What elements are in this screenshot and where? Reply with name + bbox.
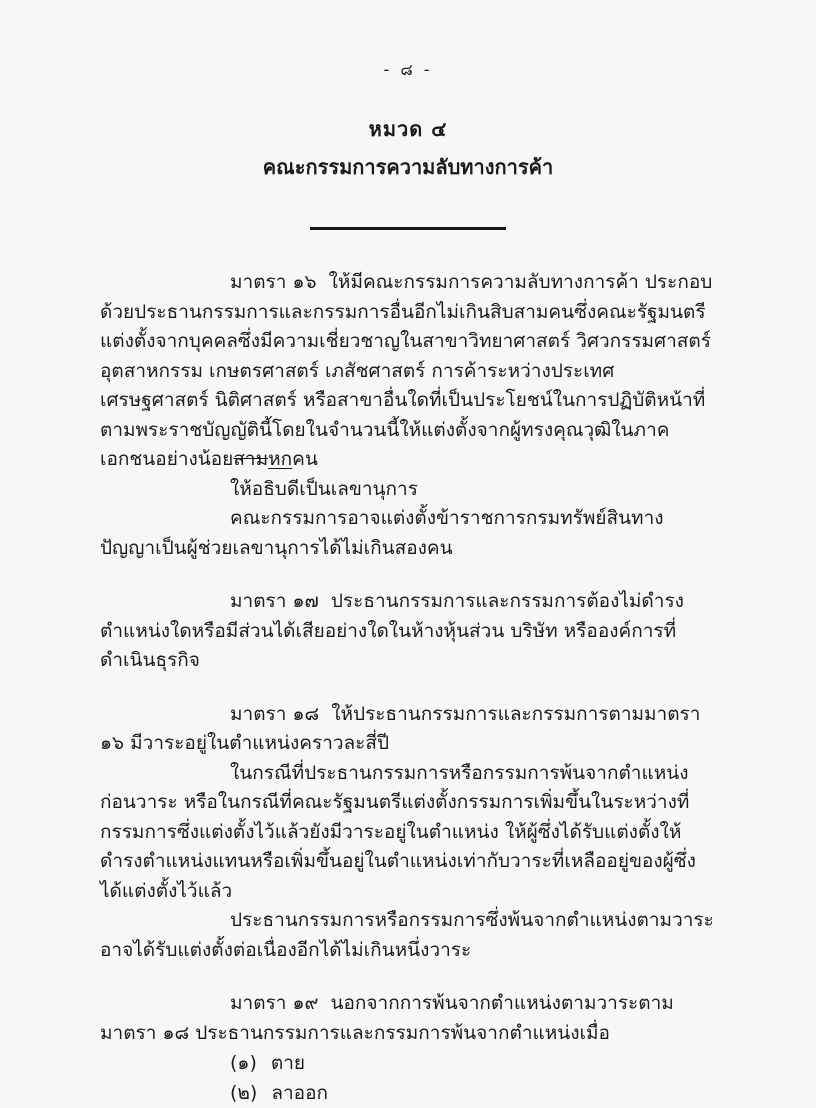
section-17	[100, 587, 716, 676]
section-19	[100, 989, 716, 1108]
section-19-item-2-label: ลาออก	[271, 1082, 328, 1104]
section-19-item-2-number: (๒)	[230, 1082, 258, 1104]
chapter-label: หมวด ๔	[368, 117, 448, 141]
section-16-paragraph-2: ให้อธิบดีเป็นเลขานุการ	[230, 477, 418, 500]
section-19-list-item-1	[230, 1048, 716, 1078]
section-16-p1-main: มาตรา ๑๖ ให้มีคณะกรรมการความลับทางการค้า ประกอบด้วยประธานกรรมการและกรรมการอื่นอีกไม่เกินสิบสามคนซึ่งคณะรัฐมนตรีแต่งตั้งจากบุคคลซึ่งมีความเชี่ยวชาญในสาขาวิทยาศาสตร์ วิศวกรรมศาสตร์ อุตสาหกรรม เกษตรศาสตร์ เภสัชศาสตร์ การค้าระหว่างประเทศ เศรษฐศาสตร์ นิติศาสตร์ หรือสาขาอื่นใดที่เป็นประโยชน์ในการปฏิบัติหน้าที่ตามพระราชบัญญัตินี้โดยในจำนวนนี้ให้แต่งตั้งจากผู้ทรงคุณวุฒิในภาคเอกชนอย่างน้อย	[100, 271, 717, 470]
section-19-paragraph-1: มาตรา ๑๙ นอกจากการพ้นจากตำแหน่งตามวาระตามมาตรา ๑๘ ประธานกรรมการและกรรมการพ้นจากตำแหน่งเมื่อ	[100, 992, 674, 1044]
chapter-header	[100, 113, 716, 183]
section-18-paragraph-1: มาตรา ๑๘ ให้ประธานกรรมการและกรรมการตามมาตรา ๑๖ มีวาระอยู่ในตำแหน่งคราวละสี่ปี	[100, 702, 707, 754]
section-19-item-1-label: ตาย	[270, 1052, 306, 1074]
section-19-item-1-number: (๑)	[230, 1052, 257, 1074]
section-18-paragraph-2: ในกรณีที่ประธานกรรมการหรือกรรมการพ้นจากตำแหน่งก่อนวาระ หรือในกรณีที่คณะรัฐมนตรีแต่งตั้งกรรมการเพิ่มขึ้นในระหว่างที่กรรมการซึ่งแต่งตั้งไว้แล้วยังมีวาระอยู่ในตำแหน่ง ให้ผู้ซึ่งได้รับแต่งตั้งให้ดำรงตำแหน่งแทนหรือเพิ่มขึ้นอยู่ในตำแหน่งเท่ากับวาระที่เหลืออยู่ของผู้ซึ่งได้แต่งตั้งไว้แล้ว	[100, 761, 696, 902]
chapter-title: คณะกรรมการความลับทางการค้า	[262, 155, 554, 179]
section-16	[100, 268, 716, 563]
document-body	[100, 268, 716, 1108]
page-number: - ๘ -	[383, 60, 433, 79]
section-18	[100, 700, 716, 966]
section-17-paragraph-1: มาตรา ๑๗ ประธานกรรมการและกรรมการต้องไม่ดำรงตำแหน่งใดหรือมีส่วนได้เสียอย่างใดในห้างหุ้นส่วน บริษัท หรือองค์การที่ดำเนินธุรกิจ	[100, 590, 684, 671]
section-16-paragraph-3: คณะกรรมการอาจแต่งตั้งข้าราชการกรมทรัพย์สินทางปัญญาเป็นผู้ช่วยเลขานุการได้ไม่เกินสองคน	[100, 507, 664, 559]
section-16-p1-suffix: คน	[292, 448, 318, 470]
section-19-list-item-2	[230, 1078, 716, 1108]
section-16-p1-struck-word: สาม	[233, 448, 269, 470]
section-divider	[310, 227, 506, 230]
section-18-paragraph-3: ประธานกรรมการหรือกรรมการซึ่งพ้นจากตำแหน่งตามวาระอาจได้รับแต่งตั้งต่อเนื่องอีกได้ไม่เกินหนึ่งวาระ	[100, 909, 714, 961]
section-16-p1-inserted-word: หก	[268, 448, 293, 470]
section-16-paragraph-1	[100, 268, 716, 475]
